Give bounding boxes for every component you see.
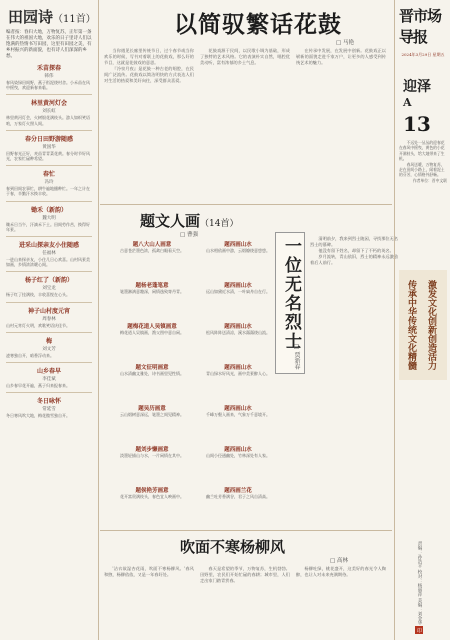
poem-entry <box>6 275 92 297</box>
painting-poem <box>196 404 280 417</box>
painting-poem <box>110 240 194 253</box>
painting-poem-body: 千峰万壑入画来，气象万千意境开。 <box>206 412 270 417</box>
painting-poem-body: 笔墨淋漓意趣深，闲情逸致寄丹青。 <box>120 289 184 294</box>
poem-author: 刘文芳 <box>42 346 56 352</box>
painting-poem-body: 幽兰吐芳香满谷，君子之风自清高。 <box>206 494 270 499</box>
painting-poem-title: 题西画兰花 <box>224 488 252 494</box>
painting-poem-body: 古意苍茫墨色浓，孤禽白眼看天空。 <box>120 248 184 253</box>
section2-byline: □ 曹强 <box>180 232 198 238</box>
slogan-banner <box>399 270 447 380</box>
left-column <box>0 0 99 640</box>
painting-poem-body: 花开富贵满枝头，春色宜人映画中。 <box>120 494 184 499</box>
poem-entry <box>6 240 92 267</box>
page-number: 13 <box>403 112 431 136</box>
painting-poem-title: 题西画山水 <box>224 324 252 330</box>
poem-lines: 林里黄河灯会，火树银花满枝头。游人如织笑语喧，万家灯火照人间。 <box>6 115 90 126</box>
poem-entry <box>6 306 92 328</box>
poem-lines: 春风染绿田间野，燕子衔泥绕村舍。小禾苗在风中摇曳，欢迎新春来临。 <box>6 80 90 91</box>
poem-author: 任福林 <box>42 251 56 257</box>
poem-separator <box>6 302 92 303</box>
vertical-article-title: 一位无名烈士 <box>281 237 301 351</box>
painting-poem-body: 云山烟树意深远，笔墨之间见精神。 <box>120 412 184 417</box>
poem-separator <box>6 236 92 237</box>
painting-poem <box>110 363 194 376</box>
painting-poem <box>110 445 194 458</box>
poem-lines: 凌寒独自开，暗香浮动来。 <box>6 352 54 358</box>
text-column: 花鼓戏源于民间，以民歌小调为基础，形成了独特的艺术风格。它的表演朴实自然，唱腔优美动听，富有浓郁的乡土气息。 <box>200 48 290 66</box>
poem-title: 禾苗探春 <box>36 65 61 72</box>
poem-entry <box>6 169 92 196</box>
poem-separator <box>6 94 92 95</box>
painting-poem-title: 题西画山水 <box>224 242 252 248</box>
poem-author: 冯玲 <box>44 180 54 186</box>
poem-entry <box>6 98 92 125</box>
poem-title: 山乡春早 <box>36 368 61 376</box>
slogan-line: 激发文化创新创造活力 <box>426 280 436 370</box>
poem-lines: 杨子红了挂满枝，丰收喜悦在心头。 <box>6 292 70 298</box>
section-title-pastoral: 田园诗（11首） <box>8 8 96 26</box>
painting-poem-body: 淡墨轻描山与水，一片闲情在其中。 <box>120 453 184 458</box>
painting-poem-title: 题西画山水 <box>224 447 252 453</box>
painting-poem <box>196 240 280 253</box>
poem-author: 李佳斌 <box>42 377 56 383</box>
painting-poem-body: 梅花道人吴镇画，渔父图中意自闲。 <box>120 330 184 335</box>
painting-poem-title: 题梅花道人吴镇画意 <box>127 324 177 330</box>
poem-author: 韩伟 <box>44 74 54 79</box>
vertical-author: □ 贾新春 <box>293 343 300 370</box>
painting-poem <box>110 486 194 499</box>
poem-separator <box>6 392 92 393</box>
page-letter: A <box>403 96 412 109</box>
poem-separator <box>6 130 92 131</box>
poem-lines: 一进山来探亲友，小住几日心欢喜。山村风景美如画，乡情浓浓暖心间。 <box>6 257 90 268</box>
text-column: 春天是希望的季节，万物复苏，生机勃勃。田野里，农民们开始忙碌的春耕；城市里，人们走出家门踏青赏春。 <box>200 566 290 584</box>
painting-poem-title: 题西画山水 <box>224 365 252 371</box>
main-byline: □ 马艳 <box>336 40 354 46</box>
poem-author: 黄国华 <box>42 144 56 150</box>
section3-byline: □ 高林 <box>330 558 348 564</box>
poem-lines: 山乡春早花开遍，燕子归来报春来。 <box>6 383 70 389</box>
poem-separator <box>6 165 92 166</box>
page-section-name: 迎泽 <box>403 79 431 95</box>
poem-author: 刘宝龙 <box>42 286 56 292</box>
poem-title: 神子山村度元宵 <box>27 307 70 315</box>
poem-lines: 山村元宵灯火明，欢歌笑语庆佳节。 <box>6 322 70 328</box>
divider <box>100 204 392 205</box>
newspaper-logo: 晋市场导报 <box>399 7 442 46</box>
poem-separator <box>6 271 92 272</box>
painting-poem <box>196 445 280 458</box>
poem-author: 周春林 <box>42 316 56 322</box>
painting-poem <box>110 281 194 294</box>
poem-list <box>0 63 98 418</box>
painting-poem-body: 山间小径通幽处，竹林深处有人家。 <box>206 453 270 458</box>
right-column <box>394 0 450 640</box>
painting-poem-title: 题侯艳芳画意 <box>135 488 169 494</box>
poem-lines: 田野春光正好，麦苗青青菜花黄。春分时节好风光，农家忙碌种希望。 <box>6 150 90 162</box>
painting-poem-title: 题西画山水 <box>224 283 252 289</box>
main-article-title: 以简驭繁话花鼓 <box>174 11 342 38</box>
poem-separator <box>6 201 92 202</box>
poem-lines: 冬日寒风吹大地，梅花傲雪独自开。 <box>6 413 70 419</box>
poem-title: 梅 <box>45 337 52 345</box>
painting-poem-title: 题刘步懒画意 <box>135 447 169 453</box>
poem-entry <box>6 366 92 388</box>
vertical-title-box <box>275 232 305 374</box>
editor-note: 编者按：春归大地，万物复苏，正年第一条在伟大的祖国大地，欢乐的日子里诗人们以饱满的热情书写田园，这里有田园之美，有乡村振兴的新面貌，也有诗人们深深的乡愁。 <box>6 30 92 59</box>
painting-poem-title: 题西画山水 <box>224 406 252 412</box>
poem-separator <box>6 362 92 363</box>
seal-stamp: 印 <box>416 627 422 633</box>
poem-title: 锄禾（新韵） <box>30 206 67 214</box>
painting-poem <box>196 322 280 335</box>
poem-entry <box>6 336 92 358</box>
poem-title: 杨子红了（新韵） <box>24 277 73 285</box>
painting-poem <box>110 404 194 417</box>
painting-poem <box>196 281 280 294</box>
editor-credits: 责编：孙浩平 校对：杨丽萍 美编：刘金华 印 <box>416 540 422 633</box>
poem-title: 林里黄河灯会 <box>30 100 67 108</box>
poem-entry <box>6 63 92 90</box>
painting-poem-body: 山水相依画中游，云烟缭绕意悠悠。 <box>206 248 270 253</box>
text-column: '沾衣欲湿杏花雨，吹面不寒杨柳风。'春风和煦，杨柳依依，又是一年春好处。 <box>104 566 194 578</box>
poem-separator <box>6 332 92 333</box>
poem-author: 常延雪 <box>42 407 56 413</box>
poem-title: 春分日田野游随感 <box>24 135 73 143</box>
painting-poem-title: 题吴历画意 <box>138 406 166 412</box>
center-column <box>100 0 398 640</box>
poem-entry <box>6 396 92 418</box>
poem-author: 刘长虹 <box>42 109 56 115</box>
painting-poem-body: 青山绿水好风光，画中美景醉人心。 <box>206 371 270 376</box>
text-column: 当你遇见长廊里传统节日，过个春节或当你欢乐的时候，写书对着联上的花鼓戏，那么好的节目，这就是花鼓戏的意思。 『冷泉月夜』是花鼓一种古老的唱腔，在民间广泛流传。花鼓戏以简洁明快的方式表达人们对生活的热爱和美好向往，深受群众喜爱。 <box>104 48 194 84</box>
poem-title: 冬日咏怀 <box>36 398 61 406</box>
painting-poem-body: 山水清幽文雅处，诗书画里见性情。 <box>120 371 184 376</box>
author-unit: 作者单位：晋中文联 <box>412 177 447 183</box>
painting-poem-title: 题文征明画意 <box>135 365 169 371</box>
poem-entry <box>6 205 92 232</box>
painting-poem <box>196 363 280 376</box>
text-column: 杨柳吐绿，桃花盛开，这美好的春光令人陶醉，也让人对未来充满期待。 <box>296 566 386 578</box>
slogan-line: 传承中华传统文化精髓 <box>406 280 416 370</box>
poem-entry <box>6 134 92 161</box>
painting-poem-title: 题八大山人画意 <box>132 242 172 248</box>
poem-lines: 锄禾日当午，汗滴禾下土。田间劳作苦，换得好年景。 <box>6 221 90 232</box>
poem-lines: 春到田间农事忙，耕牛遍地播种忙。一年之计在于春，辛勤汗水换丰收。 <box>6 186 90 197</box>
text-column: 在传承中发展，在发展中创新。花鼓戏正以崭新的面貌走进千家万户，让更多的人感受到传统艺术的魅力。 <box>296 48 386 66</box>
section-title-paintings: 题文人画（14首） <box>140 212 239 230</box>
poem-title: 春忙 <box>42 171 55 179</box>
poem-title: 进采山探亲友小住随感 <box>18 242 79 250</box>
poem-author: 魏大明 <box>42 215 56 221</box>
painting-poem <box>110 322 194 335</box>
issue-date: 2024年3月29日 星期五 <box>401 52 445 57</box>
right-article-body: 不远处一丛丛的迎春花在春风中摇曳，黄色的小花开满枝头，给大地带来了生机。 春风送暖，万物复苏，走在田间小路上，闻着泥土的芬芳，心情格外舒畅。 作者单位：晋中文联 <box>399 140 447 183</box>
painting-poem-body: 松风阵阵送清凉，溪水潺潺绕山流。 <box>206 330 270 335</box>
section3-body <box>104 566 386 584</box>
painting-poem-body: 远山如黛近水清，一叶扁舟自在行。 <box>206 289 270 294</box>
section3-title: 吹面不寒杨柳风 <box>180 538 286 556</box>
painting-poem <box>196 486 280 499</box>
vertical-article-body: 清明前夕，我来到烈士陵园，寻找那位无名烈士的墓碑。 他没有留下姓名，却留下了不朽的英名。 岁月流转，青山依旧，烈士的精神永远激励着后人前行。 <box>310 236 398 266</box>
divider <box>100 530 392 531</box>
painting-poem-title: 题杨老蓬笔意 <box>135 283 169 289</box>
main-article-body <box>104 48 386 85</box>
